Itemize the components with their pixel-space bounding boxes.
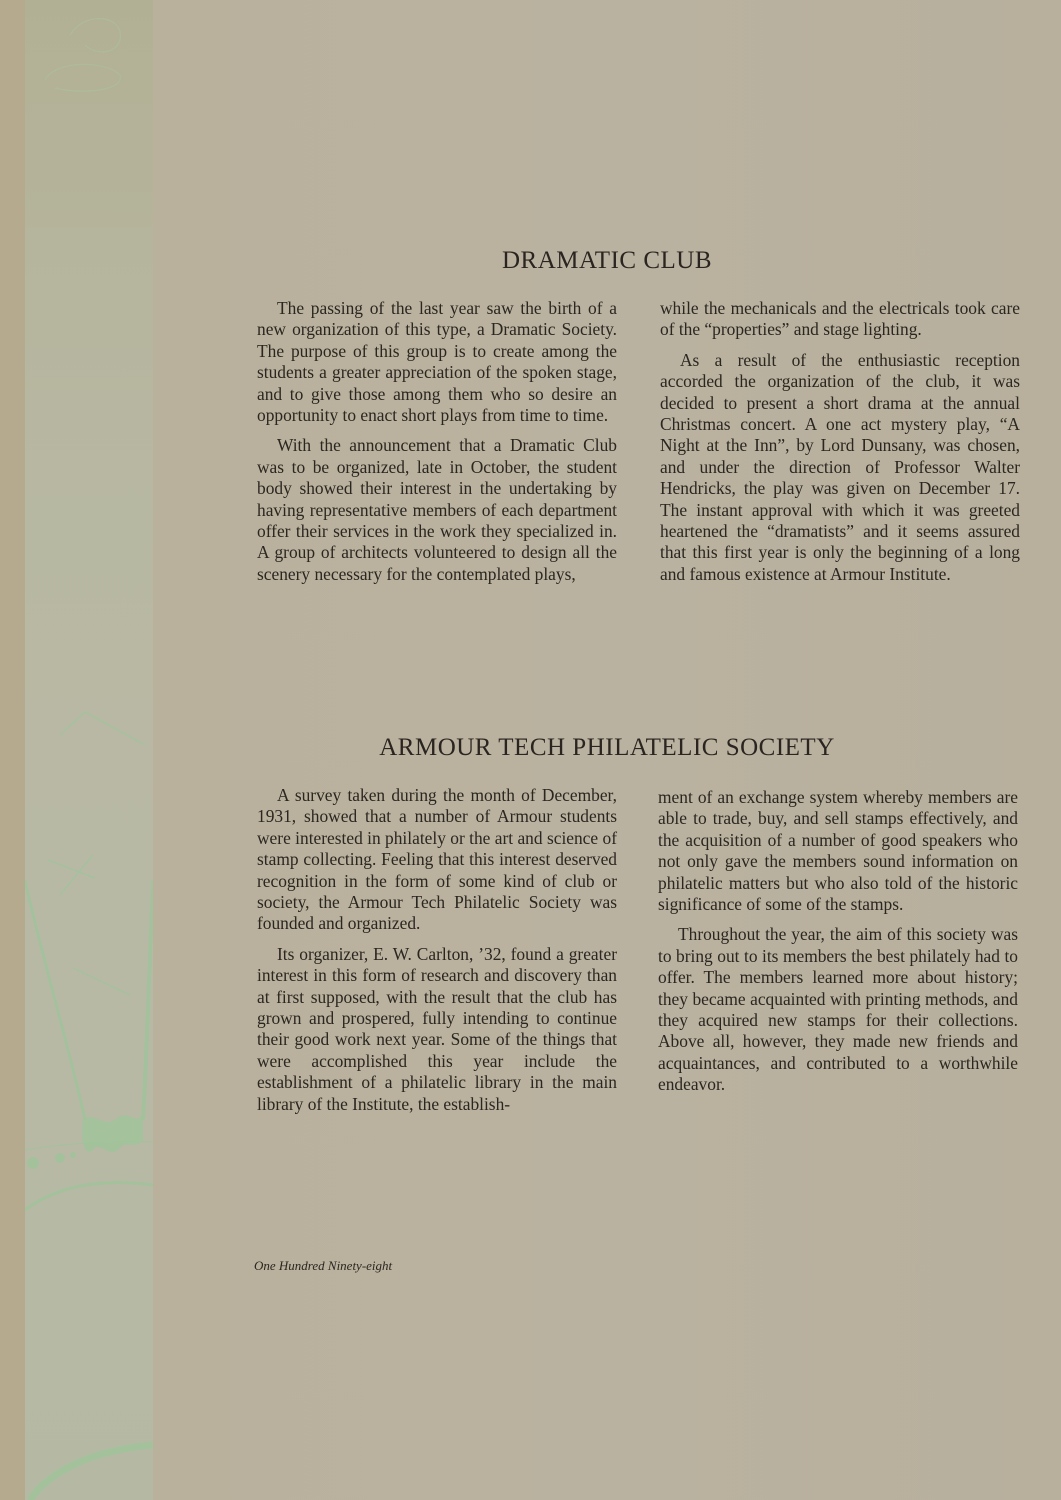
paragraph: As a result of the enthusiastic reception accorded the organization of the club, it was decided to present a short drama at the annual Christmas concert. A one act mystery play, “A Night at the Inn”, by Lord Dunsany, was chosen, and under the direction of Professor Walter Hendricks, the play was given on December 17. The instant approval with which it was greeted heartened the “dramatists” and it seems assured that this first year is only the beginning of a long and famous existence at Armour Institute. xyxy=(660,349,1020,584)
paragraph: ment of an exchange system whereby members are able to trade, buy, and sell stamps effectively, and the acquisition of a number of good speakers who not only gave the members sound information on philatelic matters but who also told of the historic significance of some of the stamps. xyxy=(658,787,1018,915)
page-edge-strip xyxy=(0,0,25,1500)
section-title-dramatic-club: DRAMATIC CLUB xyxy=(502,247,712,274)
paragraph: Throughout the year, the aim of this society was to bring out to its members the best philately had to offer. The members learned more about history; they became acquainted with printing methods, and they acquired new stamps for their collections. Above all, however, they made new friends and acquaintances, and contributed to a worthwhile endeavor. xyxy=(658,924,1018,1095)
paragraph: while the mechanicals and the electricals took care of the “properties” and stage lighting. xyxy=(660,298,1020,340)
paragraph: With the announcement that a Dramatic Club was to be organized, late in October, the student body showed their interest in the undertaking by having representative members of each department offer their services in the work they specialized in. A group of architects volunteered to design all the scenery necessary for the contemplated plays, xyxy=(257,435,617,584)
paragraph: A survey taken during the month of December, 1931, showed that a number of Armour students were interested in philately or the art and science of stamp collecting. Feeling that this interest deserved recognition in the form of some kind of club or society, the Armour Tech Philatelic Society was founded and organized. xyxy=(257,785,617,934)
dramatic-club-left-column xyxy=(257,298,617,594)
decorative-ornament-icon xyxy=(25,0,153,1500)
dramatic-club-right-column xyxy=(660,298,1020,594)
philatelic-left-column xyxy=(257,785,617,1124)
paragraph: Its organizer, E. W. Carlton, ’32, found a greater interest in this form of research and discovery than at first supposed, with the result that the club has grown and prospered, fully intending to continue their good work next year. Some of the things that were accomplished this year include the establishment of a philatelic library in the main library of the Institute, the establish- xyxy=(257,943,617,1114)
page-number-folio: One Hundred Ninety-eight xyxy=(254,1258,393,1273)
paragraph: The passing of the last year saw the birth of a new organization of this type, a Dramatic Society. The purpose of this group is to create among the students a greater appreciation of the spoken stage, and to give those among them who so desire an opportunity to enact short plays from time to time. xyxy=(257,298,617,426)
section-title-philatelic-society: ARMOUR TECH PHILATELIC SOCIETY xyxy=(379,734,835,761)
philatelic-right-column xyxy=(658,787,1018,1105)
